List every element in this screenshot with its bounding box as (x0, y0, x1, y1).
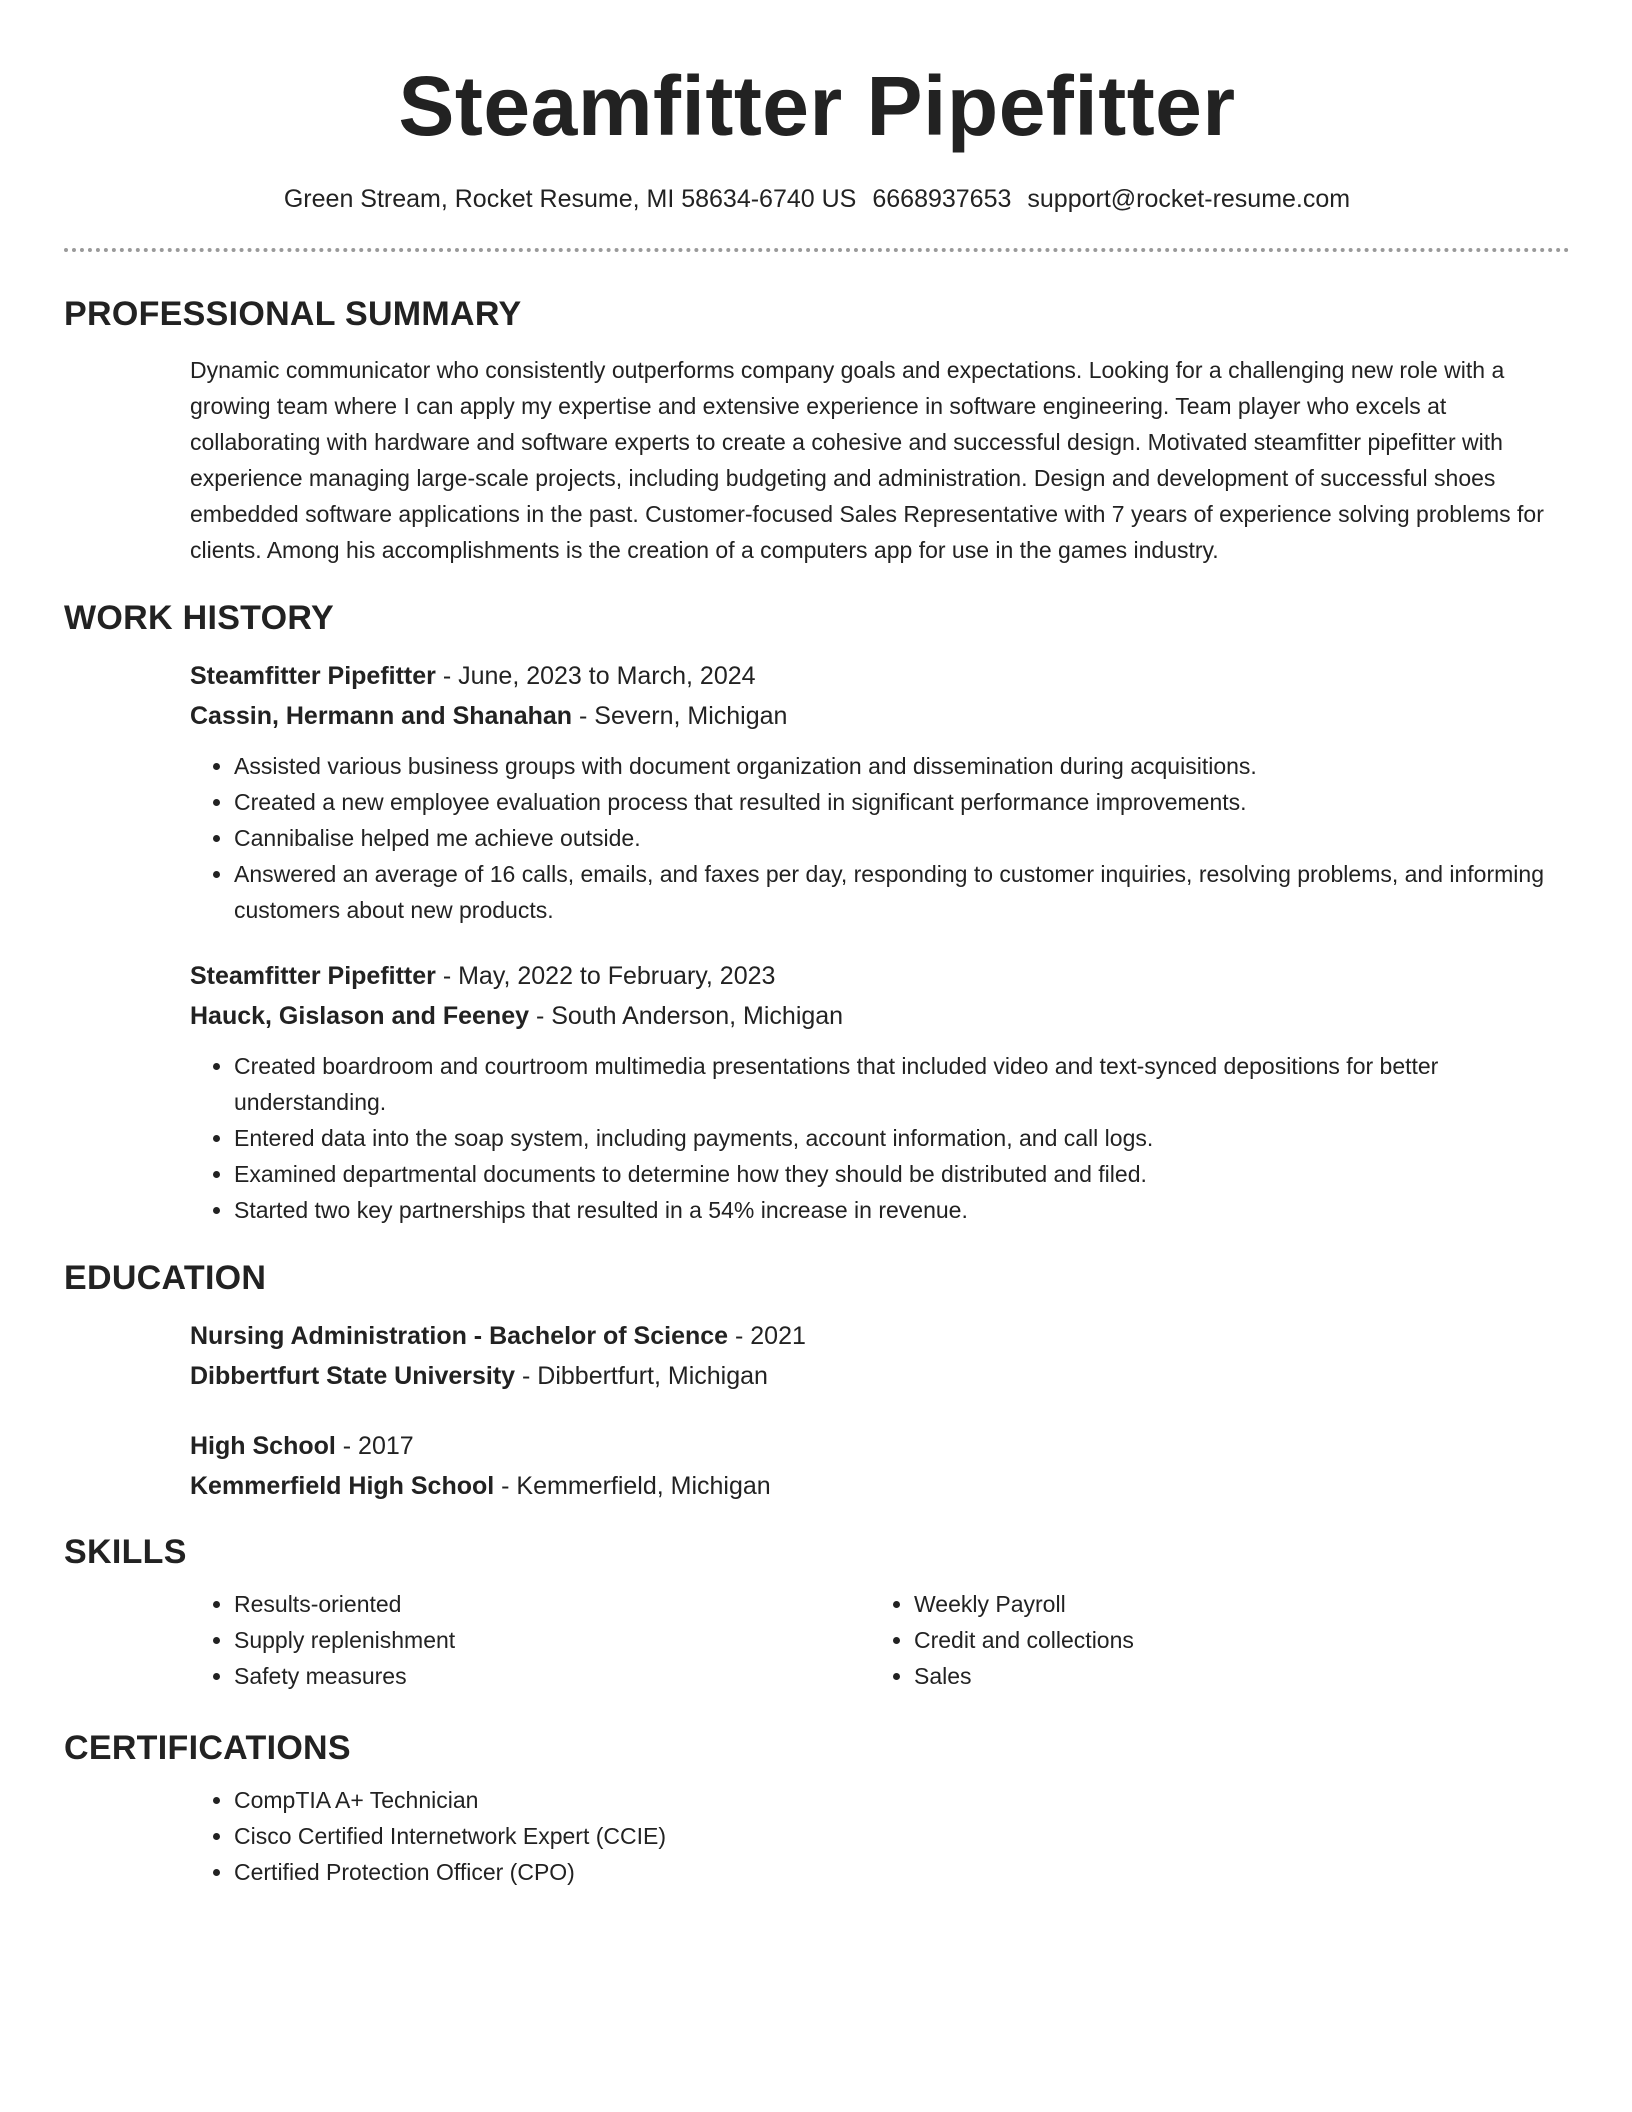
job-company-line (190, 696, 1570, 736)
education-school-line (190, 1356, 1570, 1396)
skill-item: • Weekly Payroll (914, 1586, 1550, 1622)
job-location: - South Anderson, Michigan (529, 1002, 844, 1030)
job-position: Steamfitter Pipefitter (190, 962, 436, 990)
skills-column-left (190, 1586, 870, 1694)
job-duty: • Created a new employee evaluation process that resulted in significant performance improvements. (234, 784, 1570, 820)
skill-item: • Safety measures (234, 1658, 870, 1694)
skills-grid (190, 1586, 1570, 1694)
education-degree: High School (190, 1432, 336, 1460)
education-entry (190, 1316, 1570, 1396)
job-duty: • Entered data into the soap system, including payments, account information, and call logs. (234, 1120, 1570, 1156)
certification-item: • CompTIA A+ Technician (234, 1782, 1570, 1818)
job-dates: - May, 2022 to February, 2023 (435, 962, 776, 990)
summary-section (190, 352, 1570, 568)
work-history-heading: WORK HISTORY (64, 599, 334, 637)
education-degree-line (190, 1316, 1570, 1356)
education-year: - 2021 (728, 1322, 806, 1350)
job-position: Steamfitter Pipefitter (190, 662, 436, 690)
job-duty: • Assisted various business groups with document organization and dissemination during acquisitions. (234, 748, 1570, 784)
job-duty: • Examined departmental documents to determine how they should be distributed and filed. (234, 1156, 1570, 1192)
job-duty: • Started two key partnerships that resulted in a 54% increase in revenue. (234, 1192, 1570, 1228)
skills-list (190, 1586, 870, 1694)
skill-item: • Credit and collections (914, 1622, 1550, 1658)
education-degree-line (190, 1426, 1570, 1466)
certification-item: • Certified Protection Officer (CPO) (234, 1854, 1570, 1890)
job-entry (190, 656, 1570, 928)
work-history-section (190, 656, 1570, 1228)
skill-item: • Results-oriented (234, 1586, 870, 1622)
education-year: - 2017 (335, 1432, 414, 1460)
skills-heading: SKILLS (64, 1533, 187, 1571)
education-location: - Dibbertfurt, Michigan (515, 1362, 768, 1390)
education-heading: EDUCATION (64, 1259, 267, 1297)
job-title-line (190, 656, 1570, 696)
skill-item: • Supply replenishment (234, 1622, 870, 1658)
education-school: Kemmerfield High School (190, 1472, 495, 1500)
header-divider (64, 248, 1570, 252)
certification-item: • Cisco Certified Internetwork Expert (CCIE) (234, 1818, 1570, 1854)
education-degree: Nursing Administration - Bachelor of Science (190, 1322, 729, 1350)
summary-heading: PROFESSIONAL SUMMARY (64, 295, 522, 333)
certifications-section (190, 1782, 1570, 1890)
skills-column-right (870, 1586, 1550, 1694)
job-location: - Severn, Michigan (572, 702, 788, 730)
contact-address: Green Stream, Rocket Resume, MI 58634-6740 US (283, 185, 857, 213)
education-school: Dibbertfurt State University (190, 1362, 516, 1390)
certifications-list (190, 1782, 1570, 1890)
contact-info (64, 182, 1570, 216)
education-location: - Kemmerfield, Michigan (494, 1472, 771, 1500)
education-school-line (190, 1466, 1570, 1506)
job-company: Cassin, Hermann and Shanahan (190, 702, 573, 730)
skills-section (190, 1586, 1570, 1694)
contact-phone: 6668937653 (872, 185, 1012, 213)
job-dates: - June, 2023 to March, 2024 (435, 662, 756, 690)
education-section (190, 1316, 1570, 1506)
job-duty: • Created boardroom and courtroom multimedia presentations that included video and text-synced depositions for better understanding. (234, 1048, 1570, 1120)
job-duties-list (190, 748, 1570, 928)
contact-email: support@rocket-resume.com (1027, 185, 1351, 213)
resume-page (64, 0, 1570, 1890)
education-entry (190, 1426, 1570, 1506)
skill-item: • Sales (914, 1658, 1550, 1694)
skills-list (870, 1586, 1550, 1694)
certifications-heading: CERTIFICATIONS (64, 1729, 351, 1767)
summary-text: Dynamic communicator who consistently outperforms company goals and expectations. Looking for a challenging new role with a growing team where I can apply my expertise and extensive experience in software engineering. Team player who excels at collaborating with hardware and software experts to create a cohesive and successful design. Motivated steamfitter pipefitter with experience managing large-scale projects, including budgeting and administration. Design and development of successful shoes embedded software applications in the past. Customer-focused Sales Representative with 7 years of experience solving problems for clients. Among his accomplishments is the creation of a computers app for use in the games industry. (190, 357, 1544, 563)
job-duties-list (190, 1048, 1570, 1228)
job-title-line (190, 956, 1570, 996)
job-company: Hauck, Gislason and Feeney (190, 1002, 530, 1030)
job-entry (190, 956, 1570, 1228)
job-duty: • Answered an average of 16 calls, emails, and faxes per day, responding to customer inquiries, resolving problems, and informing customers about new products. (234, 856, 1570, 928)
resume-name: Steamfitter Pipefitter (398, 59, 1236, 153)
job-duty: • Cannibalise helped me achieve outside. (234, 820, 1570, 856)
job-company-line (190, 996, 1570, 1036)
